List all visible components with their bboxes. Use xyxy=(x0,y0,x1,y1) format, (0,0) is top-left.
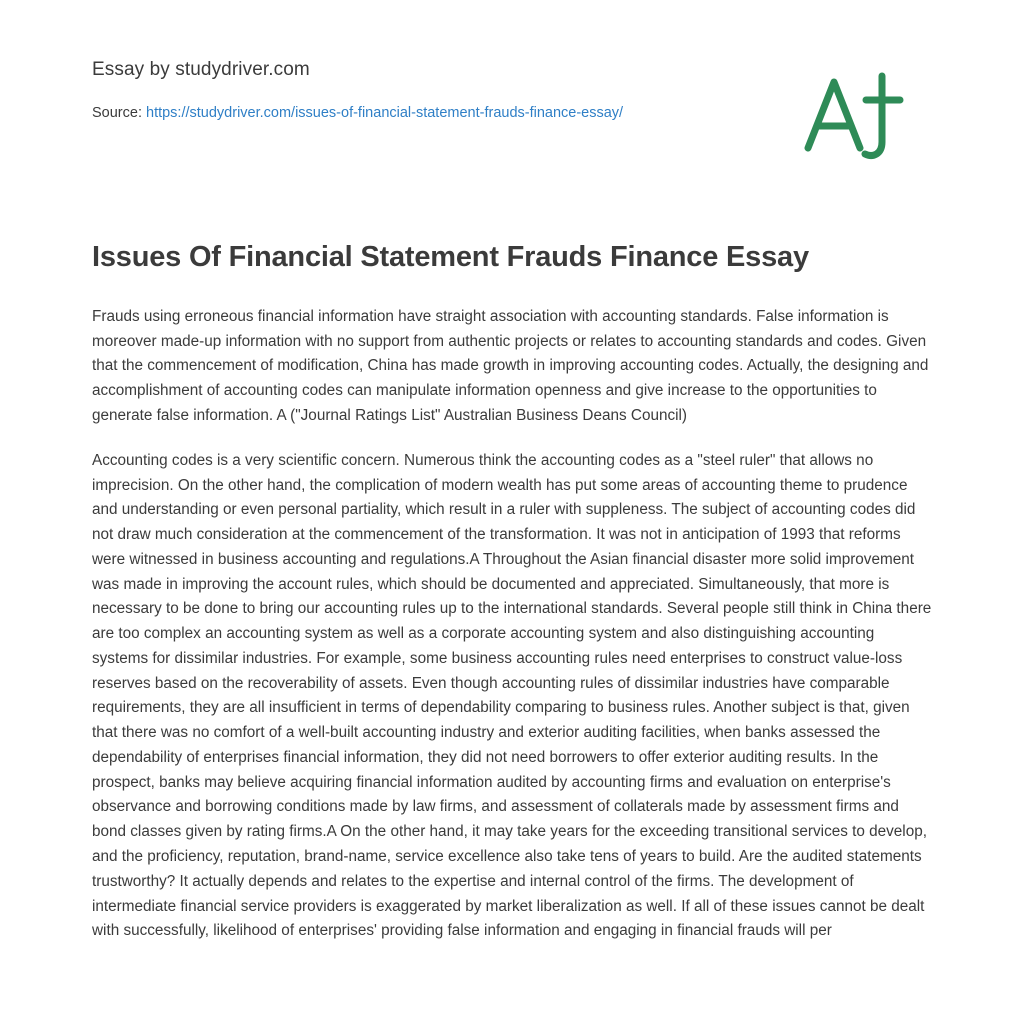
studydriver-monogram-logo xyxy=(800,70,910,165)
article-paragraph: Frauds using erroneous financial information have straight association with accounting standards. False information is moreover made-up information with no support from authentic projects or relates to accounting standards and codes. Given that the commencement of modification, China has made growth in improving accounting codes. Actually, the designing and accomplishment of accounting codes can manipulate information openness and give increase to the opportunities to generate false information. A ("Journal Ratings List" Australian Business Deans Council) xyxy=(92,307,929,424)
byline-prefix: Essay by xyxy=(92,59,176,80)
source-url-link[interactable]: https://studydriver.com/issues-of-financial-statement-frauds-finance-essay/ xyxy=(146,104,624,121)
article-paragraph: Accounting codes is a very scientific concern. Numerous think the accounting codes as a "steel ruler" that allows no imprecision. On the other hand, the complication of modern wealth has put some areas of accounting theme to prudence and understanding or even personal partiality, which result in a ruler with suppleness. The subject of accounting codes did not draw much consideration at the commencement of the transformation. It was not in anticipation of 1993 that reforms were witnessed in business accounting and regulations.A Throughout the Asian financial disaster more solid improvement was made in improving the account rules, which should be documented and appreciated. Simultaneously, that more is necessary to be done to bring our accounting rules up to the international standards. Several people still think in China there are too complex an accounting system as well as a corporate accounting system and also distinguishing accounting systems for dissimilar industries. For example, some business accounting rules need enterprises to construct value-loss reserves based on the recoverability of assets. Even though accounting rules of dissimilar industries have comparable requirements, they are all insufficient in terms of dependability comparing to business rules. Another subject is that, given that there was no comfort of a well-built accounting industry and exterior auditing facilities, when banks assessed the dependability of enterprises financial information, they did not need borrowers to offer exterior auditing results. In the prospect, banks may believe acquiring financial information audited by accounting firms and evaluation on enterprise's observance and borrowing conditions made by law firms, and assessment of collaterals made by assessment firms and bond classes given by rating firms.A On the other hand, it may take years for the exceeding transitional services to develop, and the proficiency, reputation, brand-name, service excellence also take tens of years to build. Are the audited statements trustworthy? It actually depends and relates to the expertise and internal control of the firms. The development of intermediate financial service providers is exaggerated by market liberalization as well. If all of these issues cannot be dealt with successfully, likelihood of enterprises' providing false information and engaging in financial frauds will per xyxy=(92,451,932,940)
article-body xyxy=(92,305,932,944)
source-label: Source: xyxy=(92,104,146,121)
page-title: Issues Of Financial Statement Frauds Finance Essay xyxy=(92,240,809,273)
byline-domain: studydriver.com xyxy=(175,59,310,80)
document-header xyxy=(92,0,932,121)
